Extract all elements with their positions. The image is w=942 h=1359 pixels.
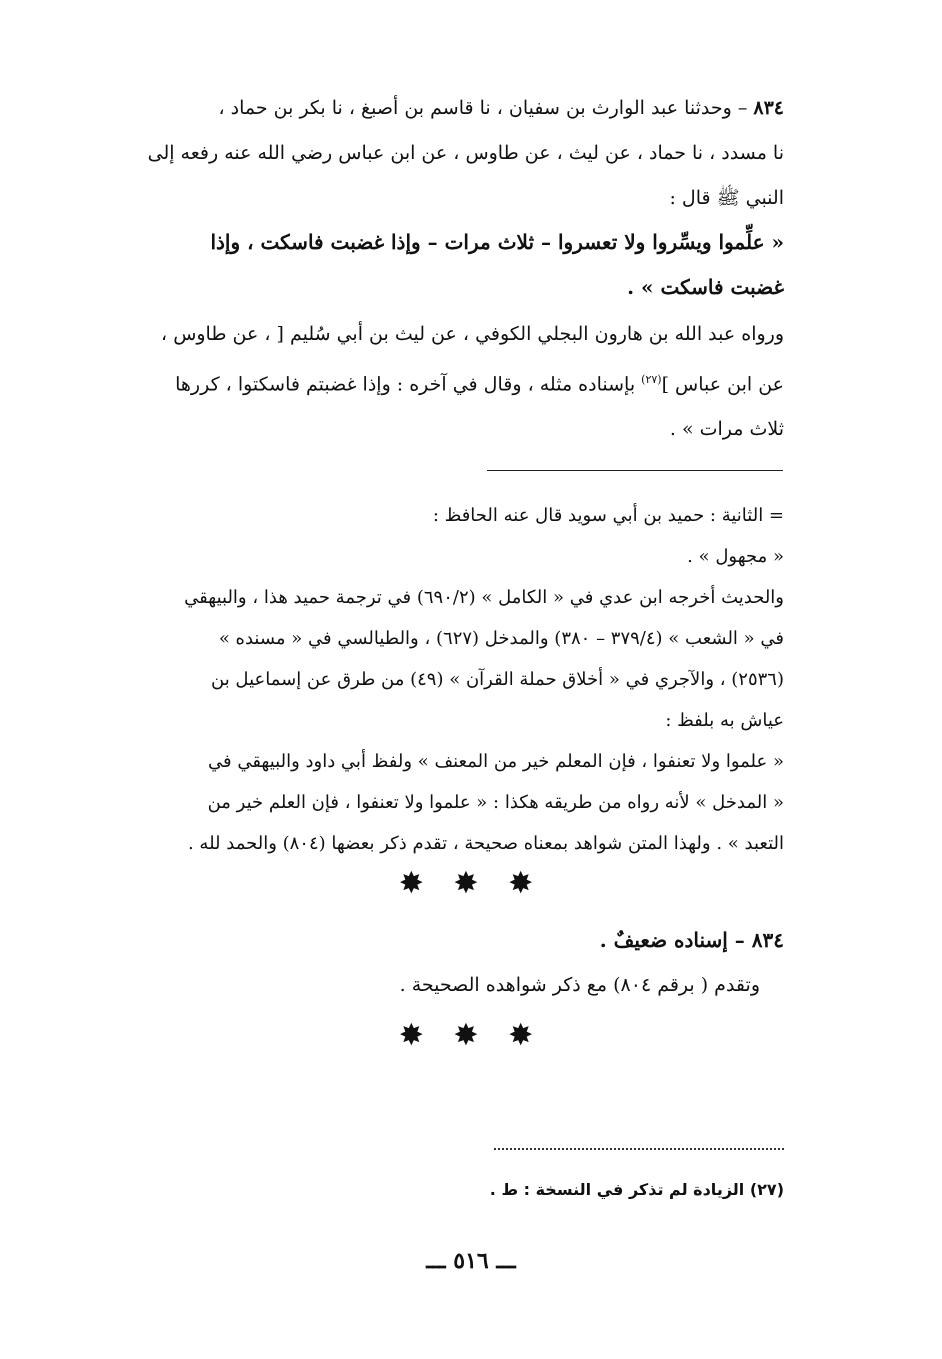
grading-title: ٨٣٤ – إسناده ضعيفٌ . — [599, 928, 784, 952]
commentary-line: التعبد » . ولهذا المتن شواهد بمعناه صحيحة ، تقدم ذكر بعضها (٨٠٤) والحمد لله . — [187, 833, 784, 854]
hadith-line: ٨٣٤ – وحدثنا عبد الوارث بن سفيان ، نا قاسم بن أصبغ ، نا بكر بن حماد ، — [218, 97, 784, 119]
hadith-number: ٨٣٤ — [753, 97, 784, 119]
commentary-line: « مجهول » . — [687, 546, 784, 567]
hadith-matn — [84, 220, 784, 310]
commentary-line: والحديث أخرجه ابن عدي في « الكامل » (٦٩٠/٢) في ترجمة حميد هذا ، والبيهقي — [184, 587, 784, 608]
commentary-line: « علموا ولا تعنفوا ، فإن المعلم خير من المعنف » ولفظ أبي داود والبيهقي في — [207, 751, 784, 772]
grading — [84, 918, 784, 1008]
page-number: ـــ ٥١٦ ـــ — [426, 1248, 516, 1274]
grading-note: وتقدم ( برقم ٨٠٤) مع ذكر شواهده الصحيحة . — [399, 974, 760, 996]
hadith-line: نا مسدد ، نا حماد ، عن ليث ، عن طاوس ، عن ابن عباس رضي الله عنه رفعه إلى — [147, 142, 784, 164]
commentary-line: = الثانية : حميد بن أبي سويد قال عنه الحافظ : — [432, 505, 784, 526]
footnote-dotted-separator — [494, 1148, 784, 1150]
hadith-text — [84, 86, 784, 221]
riwaya-line: ورواه عبد الله بن هارون البجلي الكوفي ، عن ليث بن أبي سُليم [ ، عن طاوس ، — [161, 323, 784, 345]
commentary — [84, 495, 784, 864]
star-divider: ✸ ✸ ✸ — [398, 1018, 544, 1053]
matn-line: غضبت فاسكت » . — [627, 275, 784, 299]
commentary-line: عياش به بلفظ : — [665, 710, 784, 731]
riwaya-line: ثلاث مرات » . — [669, 418, 784, 441]
star-divider: ✸ ✸ ✸ — [398, 866, 544, 901]
commentary-line: (٢٥٣٦) ، والآجري في « أخلاق حملة القرآن » (٤٩) من طرق عن إسماعيل بن — [211, 669, 784, 690]
footnote: (٢٧) الزيادة لم تذكر في النسخة : ط . — [489, 1180, 784, 1199]
footnote-ref: (٢٧) — [641, 373, 662, 386]
riwaya-line: عن ابن عباس ]$^{(٢٧)}$ بإسناده مثله ، وقال في آخره : وإذا غضبتم فاسكتوا ، كررها — [175, 373, 784, 396]
riwaya-text — [84, 312, 784, 452]
commentary-line: في « الشعب » (٣٧٩/٤ – ٣٨٠) والمدخل (٦٢٧) ، والطيالسي في « مسنده » — [218, 628, 784, 649]
footnote-separator — [487, 470, 783, 471]
hadith-line: النبي ﷺ قال : — [669, 187, 784, 209]
matn-line: « علِّموا ويسِّروا ولا تعسروا – ثلاث مرات – وإذا غضبت فاسكت ، وإذا — [210, 230, 784, 254]
commentary-line: « المدخل » لأنه رواه من طريقه هكذا : « علموا ولا تعنفوا ، فإن العلم خير من — [207, 792, 784, 813]
